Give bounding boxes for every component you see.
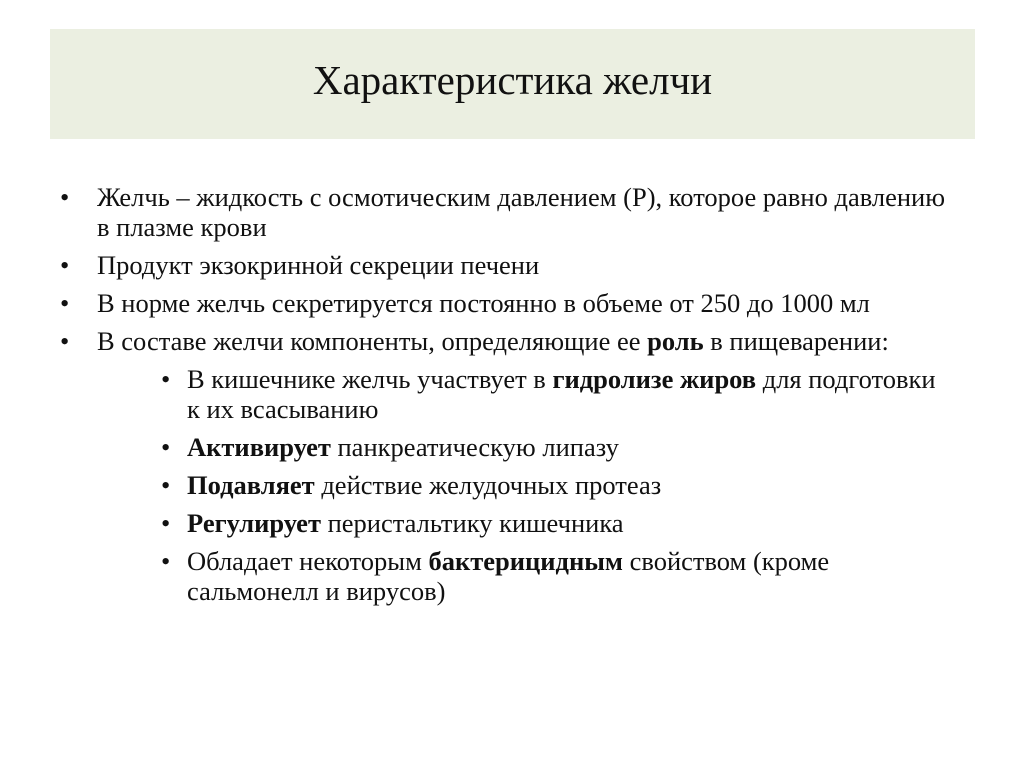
title-banner [50, 29, 975, 139]
bullet-text: действие желудочных протеаз [314, 470, 662, 500]
bullet-text: Желчь – жидкость с осмотическим давлением (Р), которое равно давлению в плазме крови [97, 182, 946, 242]
bold-text: гидролизе жиров [552, 364, 757, 394]
bullet-text: для подготовки к их всасыванию [187, 364, 936, 424]
bullet-icon: • [161, 508, 171, 538]
bullet-icon: • [161, 364, 171, 394]
bullet-text: в пищеварении: [703, 326, 889, 356]
sub-bullet-item [0, 546, 955, 606]
bullet-text: свойством (кроме сальмонелл и вирусов) [187, 546, 830, 606]
bullet-text: панкреатическую липазу [330, 432, 619, 462]
bullet-text: Обладает некоторым [187, 546, 429, 576]
bullet-item [0, 250, 955, 280]
bullet-icon: • [161, 470, 171, 500]
bullet-icon: • [60, 250, 70, 280]
sub-bullet-item [0, 432, 955, 462]
slide-title: Характеристика желчи [312, 57, 713, 103]
bullet-text: Продукт экзокринной секреции печени [97, 250, 540, 280]
bullet-item [0, 326, 955, 356]
sub-bullet-item [0, 470, 955, 500]
bullet-icon: • [60, 182, 70, 212]
bullet-text: перистальтику кишечника [320, 508, 624, 538]
bold-text: бактерицидным [428, 546, 623, 576]
bullet-icon: • [60, 326, 70, 356]
bold-text: Подавляет [187, 470, 315, 500]
bullet-icon: • [60, 288, 70, 318]
bullet-item [0, 182, 955, 242]
bullet-list [0, 182, 955, 614]
bullet-text: В кишечнике желчь участвует в [187, 364, 553, 394]
bold-text: Активирует [187, 432, 331, 462]
bullet-icon: • [161, 546, 171, 576]
bullet-text: В норме желчь секретируется постоянно в объеме от 250 до 1000 мл [97, 288, 870, 318]
bullet-item [0, 288, 955, 318]
bold-text: роль [647, 326, 704, 356]
bullet-icon: • [161, 432, 171, 462]
sub-bullet-item [0, 508, 955, 538]
bold-text: Регулирует [187, 508, 321, 538]
bullet-text: В составе желчи компоненты, определяющие ее [97, 326, 648, 356]
sub-bullet-item [0, 364, 955, 424]
